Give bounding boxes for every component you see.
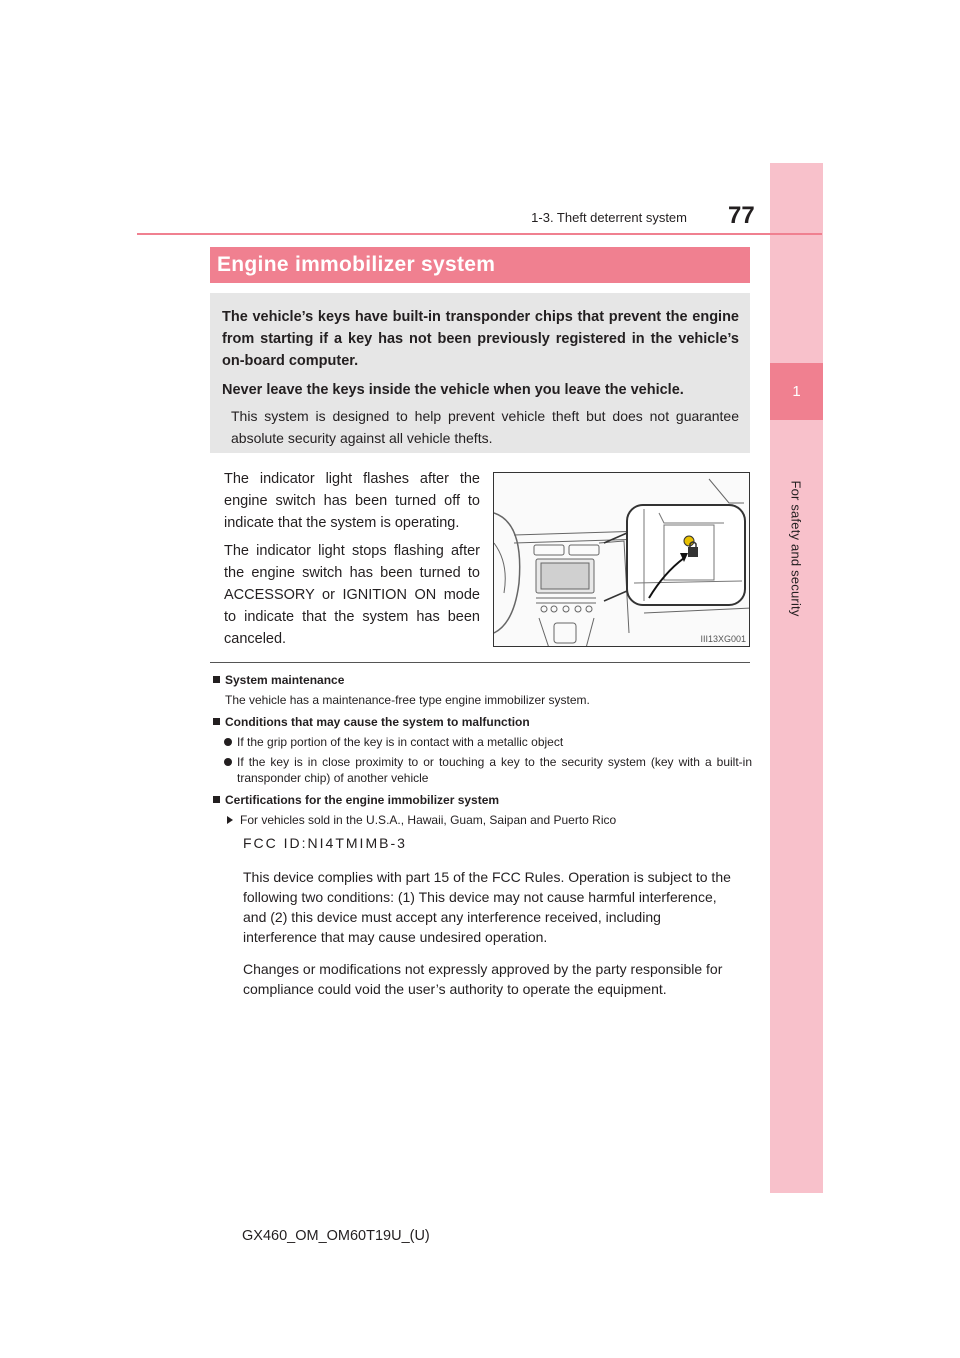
header-rule <box>137 233 822 235</box>
round-bullet-icon <box>224 758 232 766</box>
square-bullet-icon <box>213 718 220 725</box>
note-heading-malfunction <box>212 714 752 730</box>
dashboard-illustration <box>493 472 750 647</box>
dashboard-drawing <box>494 473 750 647</box>
intro-lead: The vehicle’s keys have built-in transponder chips that prevent the engine from starting if a key has not been previously registered in the vehicle’s on-board computer. <box>222 309 739 369</box>
square-bullet-icon <box>213 676 220 683</box>
chapter-side-tab <box>770 163 823 1193</box>
list-item: For vehicles sold in the U.S.A., Hawaii, Guam, Saipan and Puerto Rico <box>212 812 752 828</box>
chapter-number: 1 <box>770 363 823 420</box>
round-bullet-icon <box>224 738 232 746</box>
chapter-title: For safety and security <box>788 479 804 617</box>
page-title: Engine immobilizer system <box>210 247 750 283</box>
body-paragraph-2: The indicator light stops flashing after the engine switch has been turned to ACCESSORY or IGNITION ON mode to indicate that the system has been canceled. <box>224 543 480 647</box>
note-heading-maintenance <box>212 672 752 688</box>
figure-code: III13XG001 <box>700 634 746 644</box>
section-header: 1-3. Theft deterrent system <box>531 210 687 225</box>
maintenance-title: System maintenance <box>225 673 345 687</box>
maintenance-text: The vehicle has a maintenance-free type engine immobilizer system. <box>225 693 590 707</box>
body-text <box>224 468 480 650</box>
intro-note: This system is designed to help prevent vehicle theft but does not guarantee absolute security against all vehicle thefts. <box>231 408 739 446</box>
fcc-id: FCC ID:NI4TMIMB-3 <box>243 835 407 851</box>
notes-section <box>212 672 752 828</box>
malfunction-title: Conditions that may cause the system to malfunction <box>225 715 530 729</box>
note-heading-certifications <box>212 792 752 808</box>
section-divider <box>210 662 750 663</box>
certifications-title: Certifications for the engine immobilizer system <box>225 793 500 807</box>
fcc-paragraph-2: Changes or modifications not expressly approved by the party responsible for compliance could void the user’s authority to operate the equipment. <box>243 961 723 997</box>
square-bullet-icon <box>213 796 220 803</box>
body-paragraph-1: The indicator light flashes after the engine switch has been turned off to indicate that the system is operating. <box>224 471 480 531</box>
fcc-paragraph-1: This device complies with part 15 of the FCC Rules. Operation is subject to the following two conditions: (1) This device may not cause harmful interference, and (2) this device must accept any interference received, including interference that may cause undesired operation. <box>243 869 731 945</box>
chapter-title-vertical <box>783 448 809 648</box>
list-item: If the grip portion of the key is in contact with a metallic object <box>212 734 752 750</box>
fcc-statement <box>243 833 733 1011</box>
triangle-arrow-icon <box>227 816 233 824</box>
document-code-footer: GX460_OM_OM60T19U_(U) <box>242 1228 430 1244</box>
page-number: 77 <box>728 202 755 229</box>
intro-box <box>210 293 750 453</box>
list-item: If the key is in close proximity to or touching a key to the security system (key with a built-in transponder chip) of another vehicle <box>212 754 752 786</box>
intro-warning: Never leave the keys inside the vehicle when you leave the vehicle. <box>222 382 684 398</box>
